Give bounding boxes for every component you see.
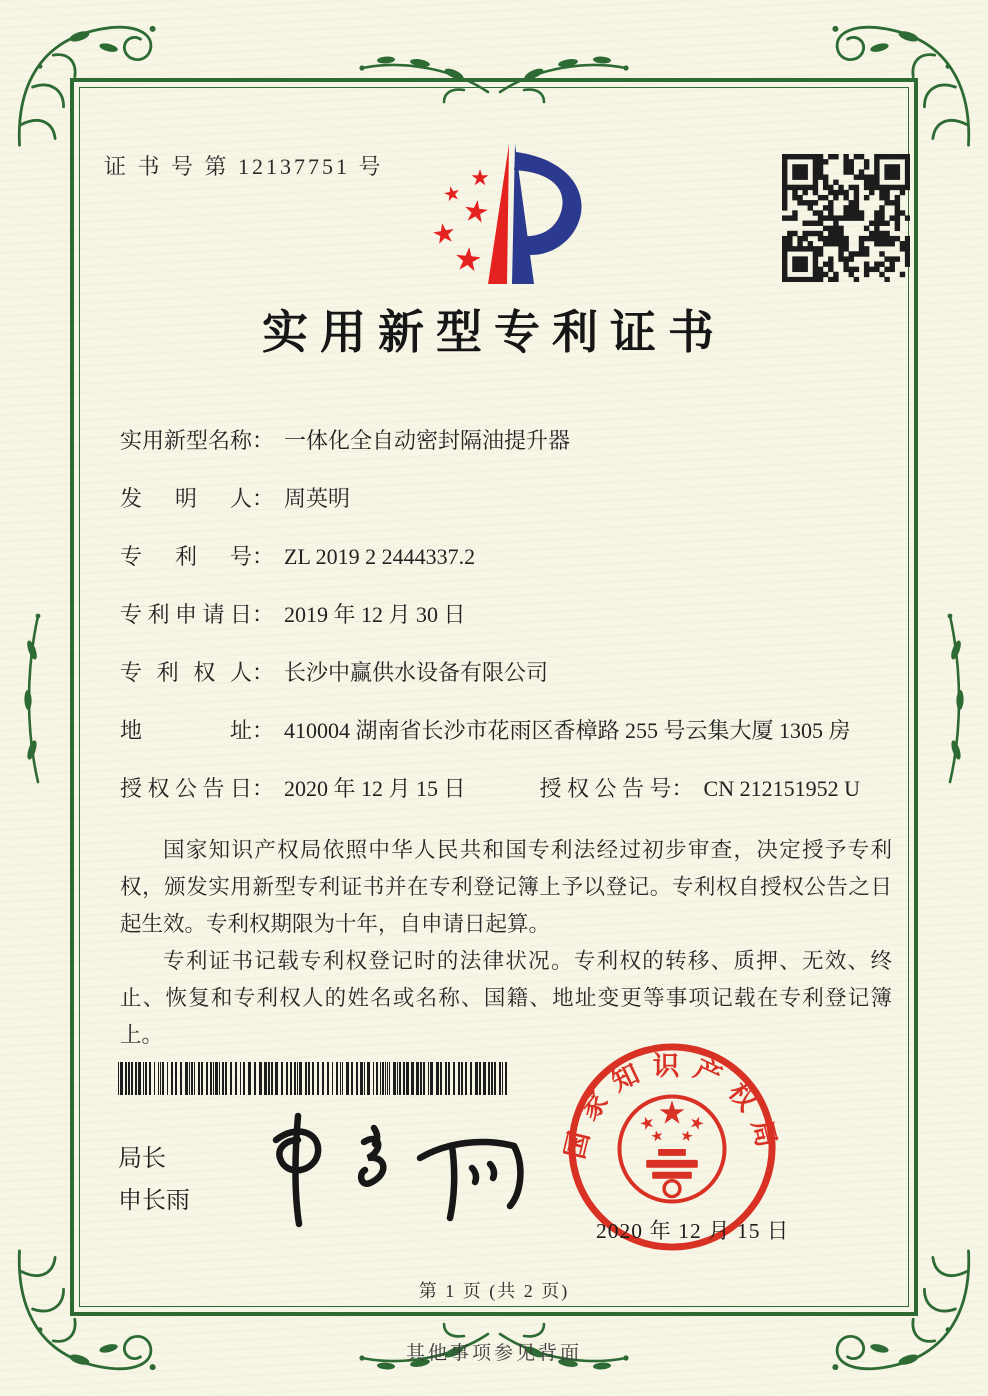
barcode-bar: [505, 1062, 507, 1095]
barcode-bar: [488, 1062, 490, 1095]
barcode-bar: [387, 1062, 388, 1095]
field-label: 发明人: [120, 486, 252, 511]
page-indicator: 第 1 页 (共 2 页): [418, 1281, 570, 1301]
director-signature: [262, 1106, 542, 1236]
field-label: 专利权人: [120, 660, 252, 685]
field-colon: ：: [252, 660, 275, 685]
barcode-bar: [191, 1062, 193, 1095]
director-title: 局长: [118, 1146, 166, 1172]
field-row-address: [120, 714, 890, 747]
barcode-bar: [201, 1062, 203, 1095]
barcode-bar: [290, 1062, 292, 1095]
field-label: 专利号: [120, 544, 252, 569]
barcode-bar: [346, 1062, 349, 1095]
barcode-bar: [317, 1062, 319, 1095]
barcode-bar: [491, 1062, 493, 1095]
field-value: 410004 湖南省长沙市花雨区香樟路 255 号云集大厦 1305 房: [284, 718, 851, 743]
barcode-bar: [382, 1062, 384, 1095]
field-row-patent-number: [120, 540, 890, 573]
barcode-bar: [243, 1062, 245, 1095]
barcode-bar: [120, 1062, 123, 1095]
barcode-bar: [206, 1062, 208, 1095]
barcode-bar: [299, 1062, 302, 1095]
field-colon: ：: [252, 776, 275, 801]
certificate-fields: [120, 424, 890, 830]
barcode-bar: [213, 1062, 214, 1095]
barcode-bar: [297, 1062, 298, 1095]
grant-date-value: 2020 年 12 月 15 日: [284, 776, 466, 801]
barcode-bar: [219, 1062, 220, 1095]
field-row-grant: [120, 772, 890, 805]
seal-date: 2020 年 12 月 15 日: [596, 1219, 790, 1243]
barcode-bar: [308, 1062, 310, 1095]
barcode-bar: [440, 1062, 442, 1095]
barcode-bar: [312, 1062, 314, 1095]
seal-national-emblem: [619, 1096, 724, 1201]
barcode-bar: [416, 1062, 419, 1095]
barcode-bar: [351, 1062, 353, 1095]
barcode-bar: [399, 1062, 401, 1095]
right-edge-sprig: [928, 610, 972, 790]
field-row-name: [120, 424, 890, 457]
corner-flourish-top-left: [12, 12, 162, 162]
field-colon: ：: [252, 602, 275, 627]
seal-text: 国家知识产权局: [563, 1050, 781, 1162]
barcode-bar: [458, 1062, 460, 1095]
barcode-bar: [322, 1062, 324, 1095]
barcode-bar: [483, 1062, 486, 1095]
left-edge-sprig: [16, 610, 60, 790]
barcode-bar: [356, 1062, 358, 1095]
barcode-bar: [275, 1062, 278, 1095]
barcode-bar: [118, 1062, 119, 1095]
barcode-bar: [254, 1062, 256, 1095]
barcode-bar: [138, 1062, 141, 1095]
field-colon: ：: [252, 486, 275, 511]
barcode: [118, 1062, 516, 1095]
barcode-bar: [222, 1062, 224, 1095]
corner-flourish-top-right: [826, 12, 976, 162]
field-row-patentee: [120, 656, 890, 689]
qr-code: [782, 154, 910, 282]
barcode-bar: [189, 1062, 190, 1095]
barcode-bar: [340, 1062, 341, 1095]
barcode-bar: [475, 1062, 478, 1095]
barcode-bar: [342, 1062, 343, 1095]
field-colon: ：: [671, 776, 694, 801]
barcode-bar: [131, 1062, 133, 1095]
legal-text: [120, 832, 892, 1054]
barcode-bar: [393, 1062, 396, 1095]
barcode-bar: [406, 1062, 409, 1095]
field-value: 长沙中赢供水设备有限公司: [284, 660, 549, 685]
barcode-bar: [367, 1062, 370, 1095]
barcode-bar: [499, 1062, 501, 1095]
barcode-bar: [194, 1062, 195, 1095]
top-center-sprig-right: [494, 48, 634, 104]
barcode-bar: [162, 1062, 164, 1095]
field-value: ZL 2019 2 2444337.2: [284, 544, 476, 569]
logo-p-bowl: [514, 152, 582, 255]
barcode-bar: [397, 1062, 398, 1095]
barcode-bar: [154, 1062, 155, 1095]
barcode-bar: [175, 1062, 177, 1095]
barcode-bar: [215, 1062, 218, 1095]
field-row-inventor: [120, 482, 890, 515]
barcode-bar: [494, 1062, 496, 1095]
field-colon: ：: [252, 544, 275, 569]
barcode-bar: [125, 1062, 127, 1095]
field-label: 实用新型名称: [120, 428, 253, 453]
barcode-bar: [268, 1062, 270, 1095]
barcode-bar: [336, 1062, 338, 1095]
barcode-bar: [327, 1062, 329, 1095]
field-label: 专利申请日: [120, 602, 252, 627]
barcode-bar: [305, 1062, 307, 1095]
cnipa-logo: [416, 138, 592, 290]
barcode-bar: [465, 1062, 467, 1095]
legal-paragraph-1: 国家知识产权局依照中华人民共和国专利法经过初步审查，决定授予专利权，颁发实用新型专利证书并在专利登记簿上予以登记。专利权自授权公告之日起生效。专利权期限为十年，自申请日起算。: [120, 838, 892, 936]
barcode-bar: [167, 1062, 168, 1095]
barcode-bar: [461, 1062, 463, 1095]
barcode-bar: [145, 1062, 147, 1095]
field-label: 地址: [120, 718, 252, 743]
legal-paragraph-2: 专利证书记载专利权登记时的法律状况。专利权的转移、质押、无效、终止、恢复和专利权人的姓名或名称、国籍、地址变更等事项记载在专利登记簿上。: [120, 949, 892, 1047]
field-value: 2019 年 12 月 30 日: [284, 602, 466, 627]
director-name: 申长雨: [118, 1188, 190, 1214]
barcode-bar: [445, 1062, 447, 1095]
barcode-bar: [158, 1062, 159, 1095]
barcode-bar: [389, 1062, 390, 1095]
barcode-bar: [376, 1062, 378, 1095]
field-label: 授权公告日: [120, 776, 252, 801]
field-label: 授权公告号: [539, 776, 672, 801]
barcode-bar: [373, 1062, 374, 1095]
barcode-bar: [332, 1062, 333, 1095]
barcode-bar: [149, 1062, 151, 1095]
barcode-bar: [185, 1062, 188, 1095]
barcode-bar: [264, 1062, 267, 1095]
barcode-bar: [240, 1062, 241, 1095]
barcode-bar: [210, 1062, 212, 1095]
barcode-bar: [479, 1062, 481, 1095]
barcode-bar: [198, 1062, 200, 1095]
field-value: 一体化全自动密封隔油提升器: [284, 428, 571, 453]
barcode-bar: [180, 1062, 182, 1095]
barcode-bar: [428, 1062, 429, 1095]
barcode-bar: [230, 1062, 232, 1095]
barcode-bar: [294, 1062, 296, 1095]
footer-note: 其他事项参见背面: [405, 1343, 582, 1364]
barcode-bar: [360, 1062, 363, 1095]
field-colon: ：: [252, 718, 275, 743]
barcode-bar: [470, 1062, 472, 1095]
logo-left-wedge: [488, 144, 509, 284]
grant-number-value: CN 212151952 U: [703, 776, 860, 801]
barcode-bar: [225, 1062, 227, 1095]
barcode-bar: [271, 1062, 273, 1095]
barcode-bar: [171, 1062, 173, 1095]
barcode-bar: [286, 1062, 288, 1095]
barcode-bar: [160, 1062, 161, 1095]
field-value: 周英明: [284, 486, 351, 511]
barcode-bar: [128, 1062, 130, 1095]
field-colon: ：: [252, 428, 275, 453]
barcode-bar: [235, 1062, 237, 1095]
barcode-bar: [423, 1062, 425, 1095]
barcode-bar: [403, 1062, 405, 1095]
certificate-title: 实用新型专利证书: [262, 307, 726, 358]
field-row-filing-date: [120, 598, 890, 631]
barcode-bar: [248, 1062, 251, 1095]
barcode-bar: [385, 1062, 386, 1095]
barcode-bar: [502, 1062, 503, 1095]
barcode-bar: [448, 1062, 450, 1095]
barcode-bar: [135, 1062, 137, 1095]
barcode-bar: [259, 1062, 262, 1095]
barcode-bar: [420, 1062, 422, 1095]
barcode-bar: [380, 1062, 381, 1095]
director-block: [118, 1138, 190, 1222]
certificate-number: 证 书 号 第 12137751 号: [104, 154, 384, 179]
barcode-bar: [411, 1062, 414, 1095]
barcode-bar: [436, 1062, 439, 1095]
top-center-sprig-left: [354, 48, 494, 104]
barcode-bar: [430, 1062, 433, 1095]
barcode-bar: [364, 1062, 365, 1095]
barcode-bar: [453, 1062, 455, 1095]
barcode-bar: [143, 1062, 144, 1095]
barcode-bar: [281, 1062, 283, 1095]
